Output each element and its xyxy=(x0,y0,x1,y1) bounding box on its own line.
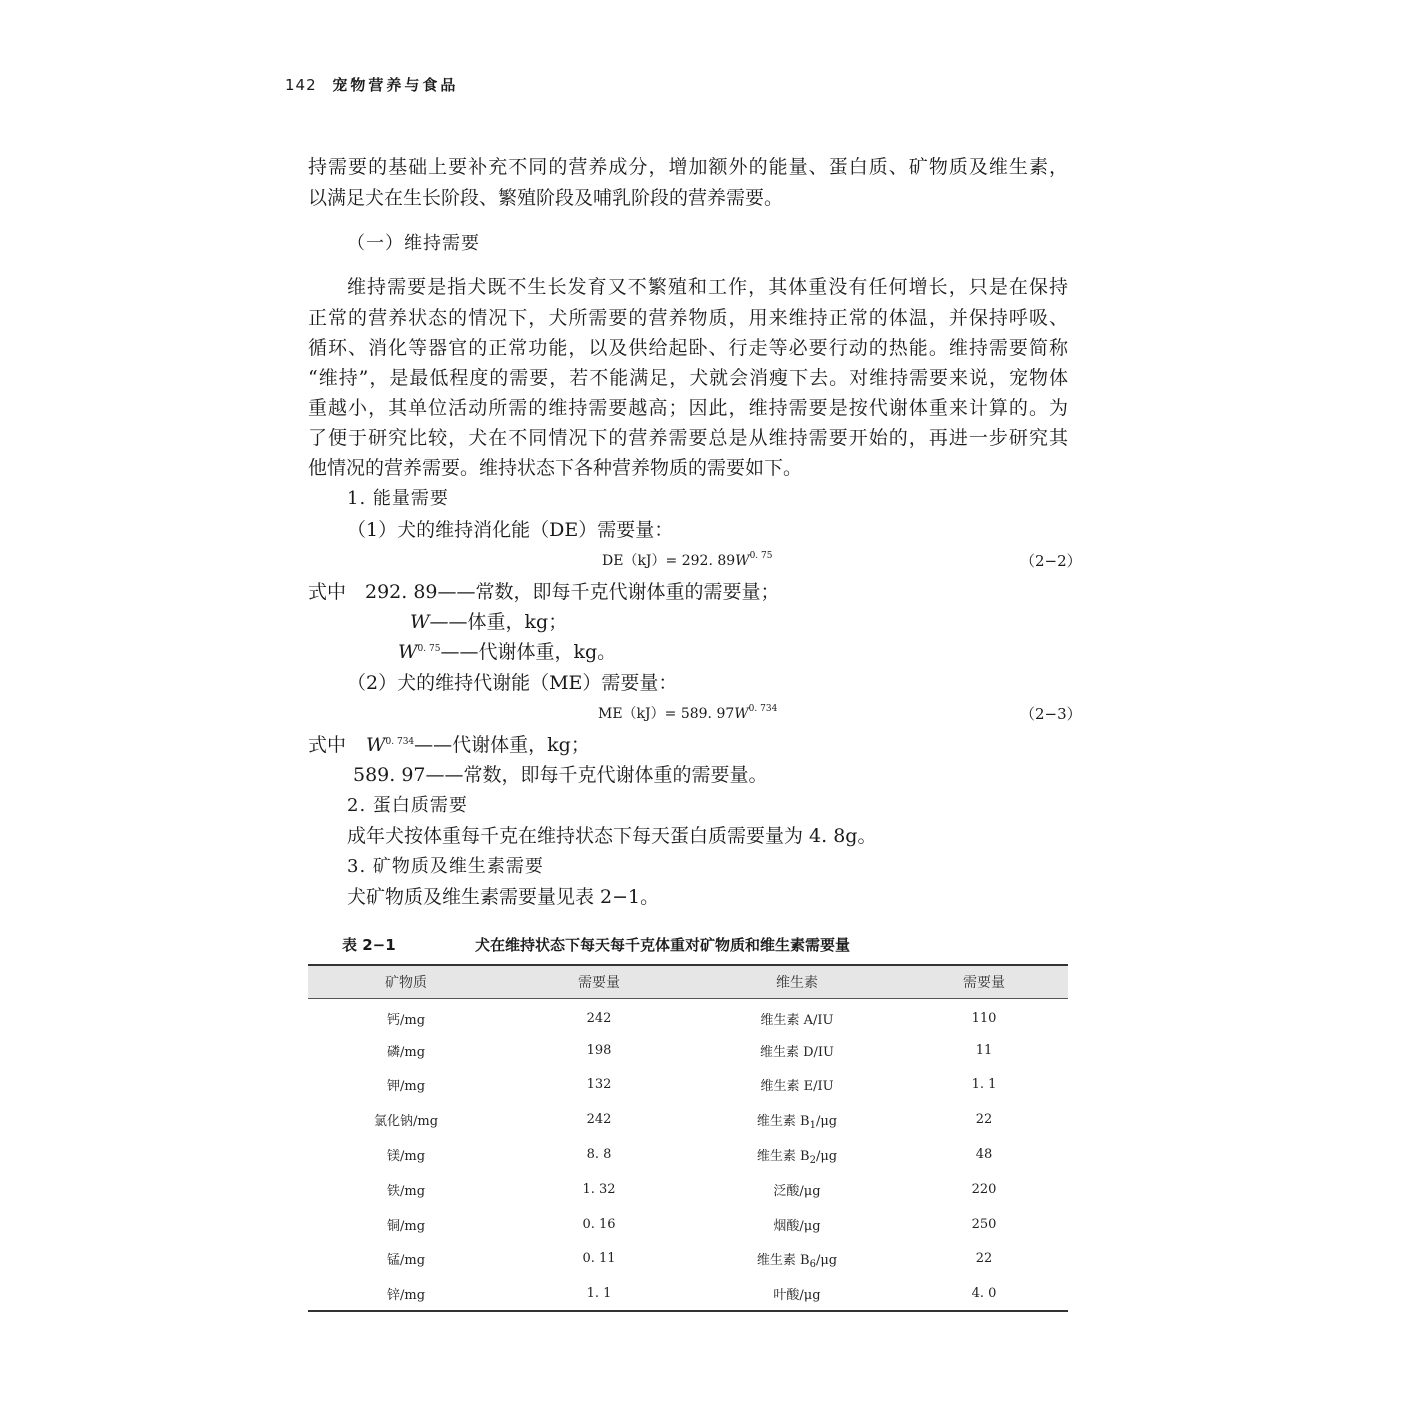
table-row xyxy=(308,1068,1068,1103)
amount-cell: 11 xyxy=(975,1042,993,1058)
running-header xyxy=(285,74,458,95)
where-line xyxy=(410,607,567,634)
mineral-cell: 铁/mg xyxy=(386,1183,426,1199)
mineral-cell: 钙/mg xyxy=(386,1012,426,1028)
amount-cell: 1. 1 xyxy=(586,1285,612,1301)
variable-w: W xyxy=(410,611,430,633)
where-line: 292. 89——常数，即每千克代谢体重的需要量； xyxy=(365,581,780,603)
variable-w: W xyxy=(366,734,386,756)
mineral-cell: 氯化钠/mg xyxy=(373,1114,439,1130)
amount-cell: 250 xyxy=(971,1216,997,1232)
amount-cell: 8. 8 xyxy=(586,1147,612,1163)
vitamin-cell xyxy=(694,1276,900,1311)
amount-cell: 0. 11 xyxy=(582,1251,616,1267)
vitamin-name: 烟酸/μg xyxy=(773,1218,821,1234)
where-label: 式中 xyxy=(308,581,347,603)
table-row xyxy=(308,1102,1068,1137)
vitamin-name: 维生素 A/IU xyxy=(760,1012,834,1028)
book-title: 宠物营养与食品 xyxy=(332,76,459,94)
subsection-heading-minerals: 3. 矿物质及维生素需要 xyxy=(347,856,544,877)
table-row xyxy=(308,1242,1068,1277)
equation-variable: W xyxy=(735,553,750,569)
amount-cell: 1. 32 xyxy=(582,1181,616,1197)
table-row xyxy=(308,1033,1068,1068)
where-text: ——代谢体重，kg； xyxy=(414,734,590,756)
vitamin-cell xyxy=(694,1137,900,1172)
exponent: 0. 75 xyxy=(417,644,441,654)
mineral-cell: 钾/mg xyxy=(386,1079,426,1095)
amount-cell: 22 xyxy=(975,1251,993,1267)
equation-exponent: 0. 75 xyxy=(749,551,773,561)
mineral-cell: 磷/mg xyxy=(386,1044,426,1060)
amount-cell: 242 xyxy=(586,1010,612,1026)
table-row xyxy=(308,1137,1068,1172)
where-line: 589. 97——常数，即每千克代谢体重的需要量。 xyxy=(353,764,768,786)
amount-cell: 198 xyxy=(586,1042,612,1058)
protein-text: 成年犬按体重每千克在维持状态下每天蛋白质需要量为 4. 8g。 xyxy=(347,825,877,847)
mineral-cell: 锌/mg xyxy=(386,1287,426,1303)
vitamin-name: 维生素 E/IU xyxy=(760,1079,834,1095)
vitamin-name: 叶酸/μg xyxy=(773,1287,821,1303)
vitamin-unit: /μg xyxy=(815,1114,838,1130)
mineral-cell: 锰/mg xyxy=(386,1253,426,1269)
amount-cell: 22 xyxy=(975,1112,993,1128)
me-intro: （2）犬的维持代谢能（ME）需要量： xyxy=(347,672,678,694)
page-number: 142 xyxy=(285,76,317,94)
exponent: 0. 734 xyxy=(385,737,415,747)
vitamin-subscript: 1 xyxy=(809,1120,816,1132)
where-line xyxy=(366,730,590,757)
vitamin-unit: /μg xyxy=(815,1253,838,1269)
equation-lhs: ME（kJ）= 589. 97 xyxy=(598,706,735,722)
mineral-cell: 镁/mg xyxy=(386,1149,426,1165)
nutrient-table xyxy=(308,964,1068,1312)
vitamin-cell xyxy=(694,1207,900,1242)
amount-cell: 48 xyxy=(975,1147,993,1163)
de-intro: （1）犬的维持消化能（DE）需要量： xyxy=(347,519,674,541)
vitamin-name: 维生素 D/IU xyxy=(759,1044,835,1060)
where-line xyxy=(398,637,616,664)
vitamin-name: 维生素 B xyxy=(756,1253,810,1269)
table-row xyxy=(308,1276,1068,1311)
section-heading: （一）维持需要 xyxy=(347,233,480,254)
table-row xyxy=(308,1207,1068,1242)
table-header-row xyxy=(308,965,1068,998)
vitamin-cell xyxy=(694,1242,900,1277)
equation-exponent: 0. 734 xyxy=(748,704,778,714)
table-row xyxy=(308,998,1068,1033)
where-label: 式中 xyxy=(308,734,347,756)
vitamin-cell xyxy=(694,1172,900,1207)
equation-lhs: DE（kJ）= 292. 89 xyxy=(602,553,736,569)
vitamin-name: 泛酸/μg xyxy=(773,1183,821,1199)
table-title: 犬在维持状态下每天每千克体重对矿物质和维生素需要量 xyxy=(475,936,851,954)
minerals-text: 犬矿物质及维生素需要量见表 2−1。 xyxy=(347,886,660,908)
vitamin-cell xyxy=(694,998,900,1033)
paragraph-line: 以满足犬在生长阶段、繁殖阶段及哺乳阶段的营养需要。 xyxy=(308,187,784,209)
paragraph-line: 循环、消化等器官的正常功能，以及供给起卧、行走等必要行动的热能。维持需要简称 xyxy=(308,337,1068,359)
amount-cell: 4. 0 xyxy=(971,1285,997,1301)
vitamin-name: 维生素 B xyxy=(756,1149,810,1165)
table-label: 表 2−1 xyxy=(342,936,396,954)
equation-number: （2−2） xyxy=(1020,552,1082,570)
variable-w: W xyxy=(398,641,418,663)
vitamin-name: 维生素 B xyxy=(756,1114,810,1130)
table-row xyxy=(308,1172,1068,1207)
column-header: 维生素 xyxy=(776,974,818,991)
vitamin-subscript: 6 xyxy=(809,1259,816,1271)
subsection-heading-energy: 1. 能量需要 xyxy=(347,488,449,509)
paragraph-line: “维持”，是最低程度的需要，若不能满足，犬就会消瘦下去。对维持需要来说，宠物体 xyxy=(308,367,1068,389)
equation-me xyxy=(598,703,777,723)
subsection-heading-protein: 2. 蛋白质需要 xyxy=(347,795,468,816)
vitamin-cell xyxy=(694,1033,900,1068)
paragraph-line: 了便于研究比较，犬在不同情况下的营养需要总是从维持需要开始的，再进一步研究其 xyxy=(308,427,1068,449)
amount-cell: 110 xyxy=(971,1010,997,1026)
vitamin-cell xyxy=(694,1068,900,1103)
where-text: ——体重，kg； xyxy=(429,611,568,633)
column-header: 需要量 xyxy=(578,974,620,991)
equation-number: （2−3） xyxy=(1020,705,1082,723)
amount-cell: 242 xyxy=(586,1112,612,1128)
column-header: 需要量 xyxy=(963,974,1005,991)
amount-cell: 132 xyxy=(586,1077,612,1093)
amount-cell: 220 xyxy=(971,1181,997,1197)
equation-de xyxy=(602,550,772,570)
equation-variable: W xyxy=(734,706,749,722)
mineral-cell: 铜/mg xyxy=(386,1218,426,1234)
amount-cell: 1. 1 xyxy=(971,1077,997,1093)
paragraph-line: 他情况的营养需要。维持状态下各种营养物质的需要如下。 xyxy=(308,457,803,479)
amount-cell: 0. 16 xyxy=(582,1216,616,1232)
vitamin-unit: /μg xyxy=(815,1149,838,1165)
paragraph-line: 重越小，其单位活动所需的维持需要越高；因此，维持需要是按代谢体重来计算的。为 xyxy=(308,397,1068,419)
vitamin-subscript: 2 xyxy=(809,1155,816,1167)
paragraph-line: 持需要的基础上要补充不同的营养成分，增加额外的能量、蛋白质、矿物质及维生素， xyxy=(308,156,1068,178)
vitamin-cell xyxy=(694,1102,900,1137)
column-header: 矿物质 xyxy=(385,974,427,991)
paragraph-line: 正常的营养状态的情况下，犬所需要的营养物质，用来维持正常的体温，并保持呼吸、 xyxy=(308,307,1068,329)
paragraph-line: 维持需要是指犬既不生长发育又不繁殖和工作，其体重没有任何增长，只是在保持 xyxy=(347,276,1068,298)
where-text: ——代谢体重，kg。 xyxy=(440,641,617,663)
